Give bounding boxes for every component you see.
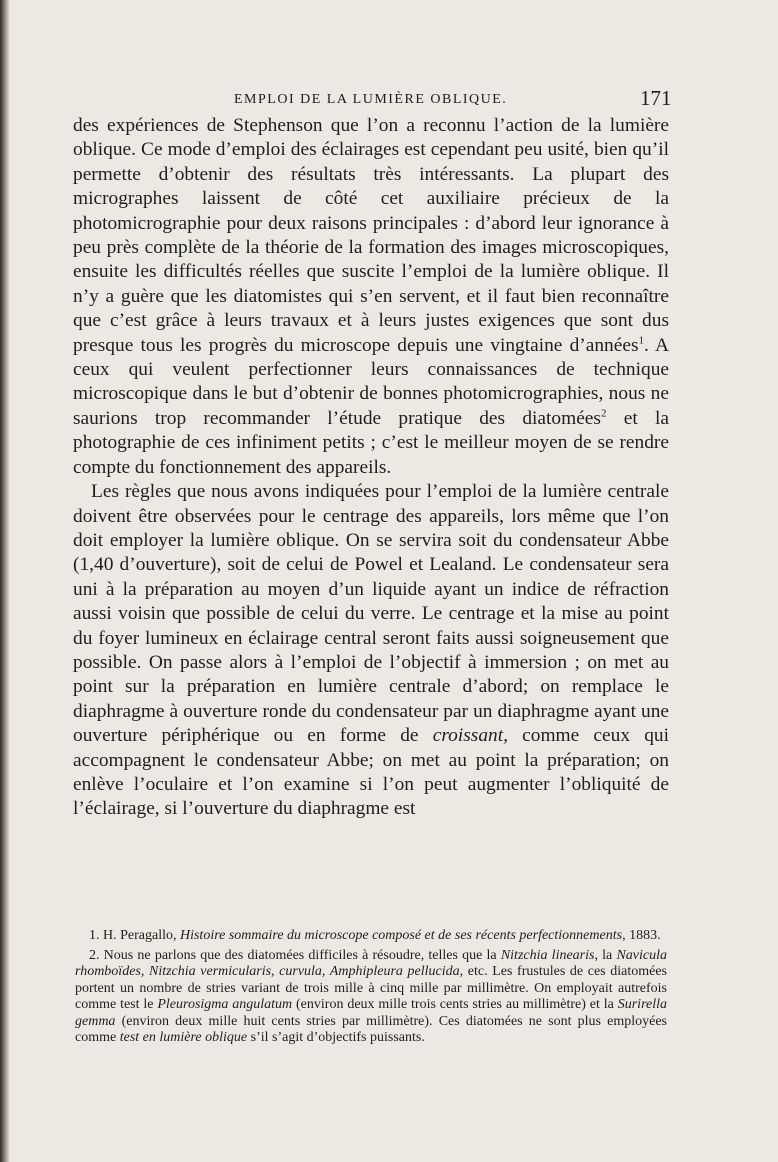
page-gutter-shadow xyxy=(0,0,10,1162)
footnote-ref-2: 2 xyxy=(600,407,607,420)
footnote-2-text: s’il s’agit d’objectifs puissants. xyxy=(247,1030,425,1045)
footnote-2-text: (environ deux mille trois cents stries au millimètre) et la xyxy=(292,997,618,1012)
page-number: 171 xyxy=(640,86,672,110)
main-text xyxy=(73,114,669,822)
footnote-1-suffix: , 1883. xyxy=(622,928,661,943)
footnotes xyxy=(75,928,667,1050)
footnote-2-italic: Pleurosigma angulatum xyxy=(157,997,293,1012)
paragraph-2-text-b: comme ceux qui accompagnent le condensateur Abbe; on met au point la préparation; on enlève l’oculaire et l’on examine si l’on peut augmenter l’obliquité de l’éclairage, si l’ouverture du diaphragme est xyxy=(73,725,669,820)
footnote-2-text: , etc. Les frustules de ces diatomées portent un nombre de stries variant de trois mille à cinq mille par millimètre. On employait autrefois comme test le xyxy=(75,964,667,1012)
paragraph-1 xyxy=(73,114,669,480)
paragraph-2 xyxy=(73,480,669,822)
footnote-2-text: , la xyxy=(594,947,617,963)
footnote-2-italic: test en lumière oblique xyxy=(119,1030,248,1045)
footnote-2-text: 2. Nous ne parlons que des diatomées difficiles à résoudre, telles que la xyxy=(89,947,501,963)
paragraph-2-italic: croissant, xyxy=(432,725,508,747)
footnote-ref-1: 1 xyxy=(638,334,645,347)
footnote-1-prefix: 1. H. Peragallo, xyxy=(89,928,180,943)
footnote-2-italic: Nitzchia linearis xyxy=(500,947,595,963)
paragraph-1-text-b: . A ceux qui veulent perfectionner leurs connaissances de technique microscopique dans le but d’obtenir de bonnes photomicrographies, nous ne saurions trop recommander l’étude pratique des diatomées xyxy=(73,334,669,429)
running-header: EMPLOI DE LA LUMIÈRE OBLIQUE. xyxy=(234,92,508,107)
paragraph-1-text-c: et la photographie de ces infiniment petits ; c’est le meilleur moyen de se rendre compte du fonctionnement des appareils. xyxy=(73,407,669,478)
footnote-1 xyxy=(75,928,667,945)
footnote-2-text: (environ deux mille huit cents stries par millimètre). Ces diatomées ne sont plus employées comme xyxy=(75,1013,667,1045)
footnote-1-title: Histoire sommaire du microscope composé et de ses récents perfectionnements xyxy=(179,928,623,943)
footnote-2 xyxy=(75,948,667,1047)
footnote-2-italic: Navicula rhomboïdes, Nitzchia vermicularis, curvula, Amphipleura pellucida xyxy=(75,947,667,979)
footnote-2-italic: Surirella gemma xyxy=(75,997,667,1029)
paragraph-2-text-a: Les règles que nous avons indiquées pour l’emploi de la lumière centrale doivent être observées pour le centrage des appareils, lors même que l’on doit employer la lumière oblique. On se servira soit du condensateur Abbe (1,40 d’ouverture), soit de celui de Powel et Lealand. Le condensateur sera uni à la préparation au moyen d’un liquide ayant un indice de réfraction aussi voisin que possible de celui du verre. Le centrage et la mise au point du foyer lumineux en éclairage central seront faits aussi soigneusement que possible. On passe alors à l’emploi de l’objectif à immersion ; on met au point sur la préparation en lumière centrale d’abord; on remplace le diaphragme à ouverture ronde du condensateur par un diaphragme ayant une ouverture périphérique ou en forme de xyxy=(73,481,669,747)
paragraph-1-text-a: des expériences de Stephenson que l’on a reconnu l’action de la lumière oblique. Ce mode d’emploi des éclairages est cependant peu usité, bien qu’il permette d’obtenir des résultats très intéressants. La plupart des micrographes laissent de côté cet auxiliaire précieux de la photomicrographie pour deux raisons principales : d’abord leur ignorance à peu près complète de la théorie de la formation des images microscopiques, ensuite les difficultés réelles que suscite l’emploi de la lumière oblique. Il n’y a guère que les diatomistes qui s’en servent, et il faut bien reconnaître que c’est grâce à leurs travaux et à leurs justes exigences que sont dus presque tous les progrès du microscope depuis une vingtaine d’années xyxy=(73,115,669,356)
